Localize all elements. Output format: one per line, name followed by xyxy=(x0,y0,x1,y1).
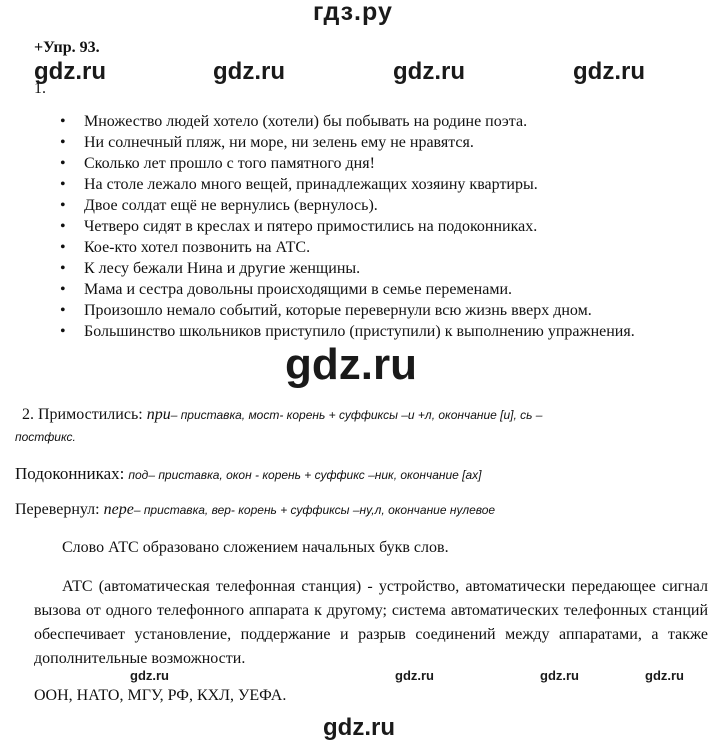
bullet-icon: • xyxy=(60,197,66,214)
bullet-icon: • xyxy=(60,134,66,151)
bullet-icon: • xyxy=(60,239,66,256)
sentence: Мама и сестра довольны происходящими в семье переменами. xyxy=(84,281,512,298)
parse-detail: – приставка, мост- корень + суффиксы –и +л, окончание [и], сь – xyxy=(170,408,543,422)
list-item xyxy=(60,132,680,153)
bullet-icon: • xyxy=(60,260,66,277)
bullet-icon: • xyxy=(60,218,66,235)
parse-prefix: при xyxy=(146,406,171,423)
list-item xyxy=(60,258,680,279)
sentence: Большинство школьников приступило (приступили) к выполнению упражнения. xyxy=(84,323,635,340)
watermark-small: gdz.ru xyxy=(540,668,579,683)
abbreviation-intro: Слово АТС образовано сложением начальных букв слов. xyxy=(62,539,449,556)
parse-detail: постфикс. xyxy=(15,430,76,444)
abbreviation-paragraph xyxy=(34,575,708,671)
exercise-heading: +Упр. 93. xyxy=(34,39,100,56)
abbreviation-examples: ООН, НАТО, МГУ, РФ, КХЛ, УЕФА. xyxy=(34,687,287,704)
sentence: Ни солнечный пляж, ни море, ни зелень ему не нравятся. xyxy=(84,134,474,151)
parse-line-1b xyxy=(15,428,76,446)
bullet-icon: • xyxy=(60,113,66,130)
sentence-list xyxy=(60,111,680,342)
parse-detail: под– приставка, окон - корень + суффикс –ник, окончание [ах] xyxy=(128,468,482,482)
watermark-large: gdz.ru xyxy=(285,340,417,389)
watermark-bottom: gdz.ru xyxy=(323,714,395,741)
parse-line-3 xyxy=(15,501,495,519)
bullet-icon: • xyxy=(60,176,66,193)
bullet-icon: • xyxy=(60,281,66,298)
list-item xyxy=(60,153,680,174)
parse-line-2 xyxy=(15,464,482,484)
parse-word: Перевернул: xyxy=(15,501,100,518)
part1-number: 1. xyxy=(34,80,46,97)
watermark-small: gdz.ru xyxy=(395,668,434,683)
list-item xyxy=(60,321,680,342)
bullet-icon: • xyxy=(60,155,66,172)
sentence: На столе лежало много вещей, принадлежащих хозяину квартиры. xyxy=(84,176,538,193)
list-item xyxy=(60,195,680,216)
sentence: Сколько лет прошло с того памятного дня! xyxy=(84,155,375,172)
watermark-small: gdz.ru xyxy=(645,668,684,683)
list-item xyxy=(60,237,680,258)
sentence: Кое-кто хотел позвонить на АТС. xyxy=(84,239,311,256)
sentence: К лесу бежали Нина и другие женщины. xyxy=(84,260,361,277)
watermark: gdz.ru xyxy=(393,58,465,85)
parse-detail: – приставка, вер- корень + суффиксы –ну,л, окончание нулевое xyxy=(133,503,496,517)
watermark: gdz.ru xyxy=(213,58,285,85)
list-item xyxy=(60,216,680,237)
parse-word: 2. Примостились: xyxy=(22,406,143,423)
bullet-icon: • xyxy=(60,302,66,319)
paragraph-text: АТС (автоматическая телефонная станция) - устройство, автоматически передающее сигнал вызова от одного телефонного аппарата к другому; система автоматических телефонных станций обеспечивает установление, поддержание и разрыв соединений между аппаратами, а также дополнительные возможности. xyxy=(34,578,708,667)
sentence: Четверо сидят в креслах и пятеро примостились на подоконниках. xyxy=(84,218,538,235)
list-item xyxy=(60,111,680,132)
watermark-small: gdz.ru xyxy=(130,668,169,683)
list-item xyxy=(60,279,680,300)
parse-prefix: пере xyxy=(103,501,134,518)
watermark: gdz.ru xyxy=(34,58,106,85)
sentence: Двое солдат ещё не вернулись (вернулось). xyxy=(84,197,378,214)
parse-word: Подоконниках: xyxy=(15,464,125,483)
bullet-icon: • xyxy=(60,323,66,340)
list-item xyxy=(60,174,680,195)
sentence: Множество людей хотело (хотели) бы побывать на родине поэта. xyxy=(84,113,528,130)
watermark: gdz.ru xyxy=(573,58,645,85)
sentence: Произошло немало событий, которые перевернули всю жизнь вверх дном. xyxy=(84,302,592,319)
list-item xyxy=(60,300,680,321)
parse-line-1 xyxy=(22,406,542,424)
site-title: гдз.ру xyxy=(313,0,393,26)
